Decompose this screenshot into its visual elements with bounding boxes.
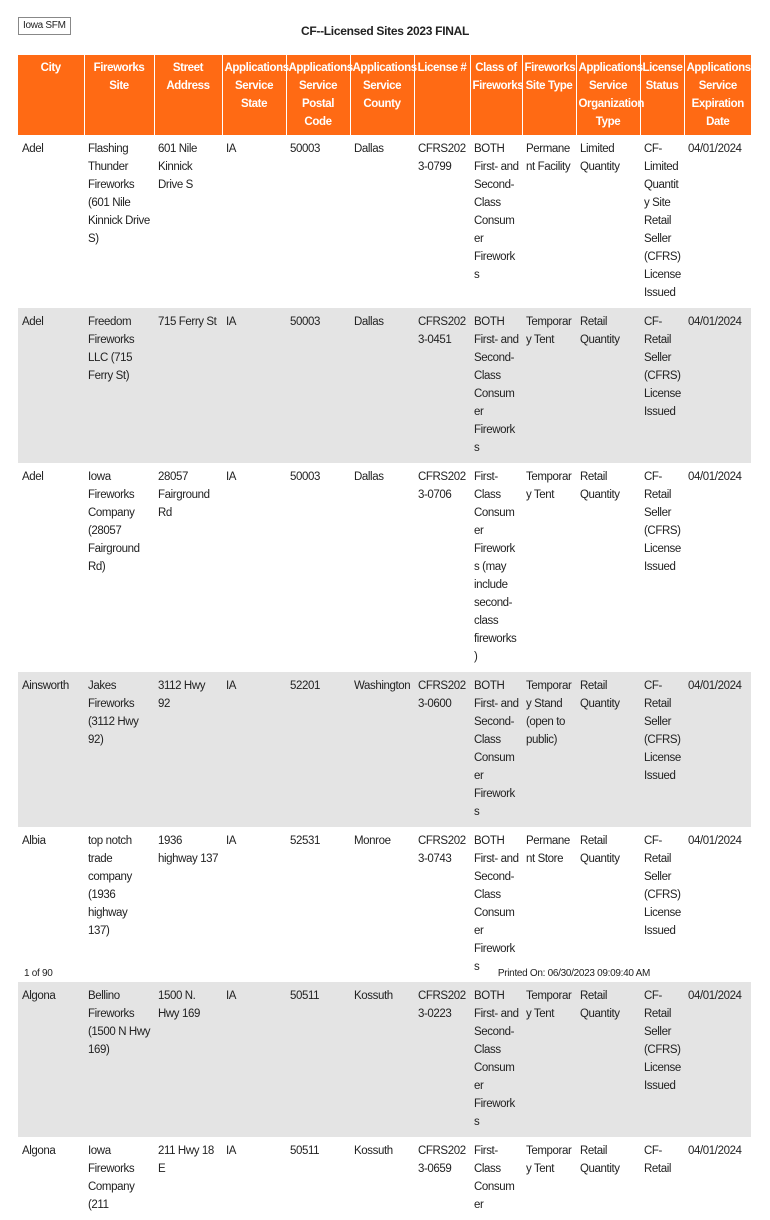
table-cell: 1500 N. Hwy 169 xyxy=(154,982,222,1137)
table-cell: Washington xyxy=(350,672,414,827)
table-cell: Temporary Tent xyxy=(522,1137,576,1220)
table-cell: CFRS2023-0659 xyxy=(414,1137,470,1220)
table-cell: Dallas xyxy=(350,463,414,672)
table-cell: IA xyxy=(222,308,286,463)
table-cell: Retail Quantity xyxy=(576,982,640,1137)
table-cell: CFRS2023-0706 xyxy=(414,463,470,672)
table-cell: Permanent Facility xyxy=(522,135,576,308)
table-row xyxy=(18,672,751,827)
table-cell: CF-Retail Seller (CFRS) License Issued xyxy=(640,827,684,982)
table-cell: 28057 Fairground Rd xyxy=(154,463,222,672)
table-cell: Retail Quantity xyxy=(576,308,640,463)
table-cell: Kossuth xyxy=(350,1137,414,1220)
column-header: Applications Service Postal Code xyxy=(286,55,350,135)
table-row xyxy=(18,308,751,463)
printed-on: Printed On: 06/30/2023 09:09:40 AM xyxy=(497,968,650,979)
table-cell: BOTH First- and Second-Class Consumer Fireworks xyxy=(470,135,522,308)
table-cell: Adel xyxy=(18,463,84,672)
column-header: License # xyxy=(414,55,470,135)
table-cell: Flashing Thunder Fireworks (601 Nile Kinnick Drive S) xyxy=(84,135,154,308)
table-cell: IA xyxy=(222,1137,286,1220)
table-cell: BOTH First- and Second-Class Consumer Fireworks xyxy=(470,982,522,1137)
table-cell: 04/01/2024 xyxy=(684,982,751,1137)
table-cell: Albia xyxy=(18,827,84,982)
table-cell: CF-Retail xyxy=(640,1137,684,1220)
table-cell: CF-Limited Quantity Site Retail Seller (CFRS) License Issued xyxy=(640,135,684,308)
table-cell: Retail Quantity xyxy=(576,463,640,672)
column-header: Applications Service State xyxy=(222,55,286,135)
table-cell: 04/01/2024 xyxy=(684,1137,751,1220)
table-cell: IA xyxy=(222,827,286,982)
table-cell: CFRS2023-0223 xyxy=(414,982,470,1137)
table-cell: Temporary Tent xyxy=(522,308,576,463)
table-cell: 715 Ferry St xyxy=(154,308,222,463)
table-cell: CF-Retail Seller (CFRS) License Issued xyxy=(640,672,684,827)
table-cell: CFRS2023-0600 xyxy=(414,672,470,827)
table-cell: BOTH First- and Second-Class Consumer Fireworks xyxy=(470,672,522,827)
table-cell: 52531 xyxy=(286,827,350,982)
table-cell: First-Class Consumer Fireworks (may include second-class fireworks) xyxy=(470,463,522,672)
column-header: License Status xyxy=(640,55,684,135)
table-cell: Monroe xyxy=(350,827,414,982)
table-cell: CF-Retail Seller (CFRS) License Issued xyxy=(640,308,684,463)
table-cell: CFRS2023-0743 xyxy=(414,827,470,982)
table-row xyxy=(18,463,751,672)
table-cell: 52201 xyxy=(286,672,350,827)
table-cell: Bellino Fireworks (1500 N Hwy 169) xyxy=(84,982,154,1137)
table-cell: Temporary Tent xyxy=(522,982,576,1137)
table-cell: Jakes Fireworks (3112 Hwy 92) xyxy=(84,672,154,827)
table-cell: BOTH First- and Second-Class Consumer Fireworks xyxy=(470,827,522,982)
table-cell: 50003 xyxy=(286,463,350,672)
table-cell: Adel xyxy=(18,135,84,308)
table-cell: 1936 highway 137 xyxy=(154,827,222,982)
table-cell: 04/01/2024 xyxy=(684,308,751,463)
table-cell: Ainsworth xyxy=(18,672,84,827)
column-header: Class of Fireworks xyxy=(470,55,522,135)
column-header: Street Address xyxy=(154,55,222,135)
table-cell: 04/01/2024 xyxy=(684,827,751,982)
table-cell: 04/01/2024 xyxy=(684,463,751,672)
table-cell: First-Class Consumer xyxy=(470,1137,522,1220)
table-cell: Retail Quantity xyxy=(576,1137,640,1220)
column-header: Applications Service County xyxy=(350,55,414,135)
table-cell: 211 Hwy 18 E xyxy=(154,1137,222,1220)
table-cell: top notch trade company (1936 highway 137) xyxy=(84,827,154,982)
column-header: City xyxy=(18,55,84,135)
table-body xyxy=(18,135,751,1220)
document-title: CF--Licensed Sites 2023 FINAL xyxy=(300,24,469,38)
table-cell: IA xyxy=(222,982,286,1137)
column-header: Fireworks Site xyxy=(84,55,154,135)
table-cell: 50511 xyxy=(286,1137,350,1220)
table-cell: IA xyxy=(222,463,286,672)
table-cell: Permanent Store xyxy=(522,827,576,982)
table-cell: CFRS2023-0799 xyxy=(414,135,470,308)
table-cell: Algona xyxy=(18,982,84,1137)
table-cell: CF-Retail Seller (CFRS) License Issued xyxy=(640,982,684,1137)
column-header: Applications Service Expiration Date xyxy=(684,55,751,135)
table-row xyxy=(18,827,751,982)
table-cell: Dallas xyxy=(350,135,414,308)
table-cell: IA xyxy=(222,135,286,308)
table-cell: Temporary Stand (open to public) xyxy=(522,672,576,827)
table-cell: CF-Retail Seller (CFRS) License Issued xyxy=(640,463,684,672)
column-header: Applications Service Organization Type xyxy=(576,55,640,135)
column-header: Fireworks Site Type xyxy=(522,55,576,135)
table-cell: 601 Nile Kinnick Drive S xyxy=(154,135,222,308)
page-number: 1 of 90 xyxy=(24,968,53,979)
source-badge: Iowa SFM xyxy=(18,17,71,35)
table-cell: Iowa Fireworks Company (28057 Fairground Rd) xyxy=(84,463,154,672)
table-cell: Retail Quantity xyxy=(576,672,640,827)
licensed-sites-table xyxy=(18,55,751,1220)
table-cell: Algona xyxy=(18,1137,84,1220)
table-row xyxy=(18,982,751,1137)
table-cell: Adel xyxy=(18,308,84,463)
table-cell: Temporary Tent xyxy=(522,463,576,672)
table-cell: Iowa Fireworks Company (211 xyxy=(84,1137,154,1220)
table-cell: 04/01/2024 xyxy=(684,672,751,827)
table-cell: BOTH First- and Second-Class Consumer Fireworks xyxy=(470,308,522,463)
table-cell: CFRS2023-0451 xyxy=(414,308,470,463)
table-cell: 04/01/2024 xyxy=(684,135,751,308)
table-cell: Limited Quantity xyxy=(576,135,640,308)
table-row xyxy=(18,1137,751,1220)
table-cell: Freedom Fireworks LLC (715 Ferry St) xyxy=(84,308,154,463)
table-cell: 3112 Hwy 92 xyxy=(154,672,222,827)
table-cell: IA xyxy=(222,672,286,827)
table-cell: 50003 xyxy=(286,135,350,308)
table-cell: Dallas xyxy=(350,308,414,463)
table-cell: Retail Quantity xyxy=(576,827,640,982)
table-cell: 50511 xyxy=(286,982,350,1137)
table-header-row xyxy=(18,55,751,135)
table-row xyxy=(18,135,751,308)
table-cell: Kossuth xyxy=(350,982,414,1137)
table-cell: 50003 xyxy=(286,308,350,463)
